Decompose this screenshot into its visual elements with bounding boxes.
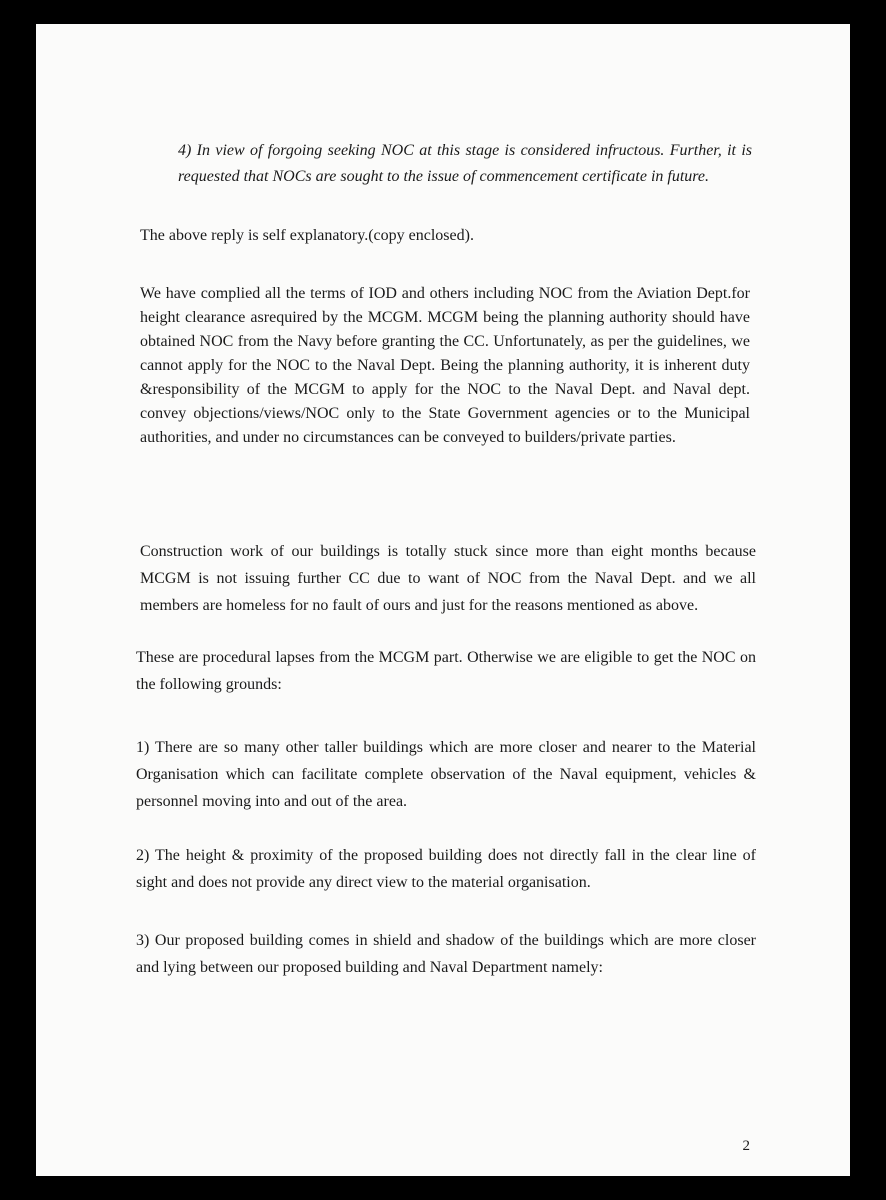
ground-point-2: 2) The height & proximity of the proposed building does not directly fall in the clear line of sight and does not provide any direct view to the material organisation. [136, 847, 756, 891]
ground-point-1: 1) There are so many other taller buildings which are more closer and nearer to the Material Organisation which can facilitate complete observation of the Naval equipment, vehicles & personnel moving into and out of the area. [136, 739, 756, 810]
quoted-reply-point-4: 4) In view of forgoing seeking NOC at this stage is considered infructous. Further, it is requested that NOCs are sought to the issue of commencement certificate in future. [178, 142, 752, 185]
page-number: 2 [742, 1138, 750, 1154]
paragraph-procedural-lapses: These are procedural lapses from the MCGM part. Otherwise we are eligible to get the NOC on the following grounds: [136, 649, 756, 693]
ground-point-3: 3) Our proposed building comes in shield and shadow of the buildings which are more closer and lying between our proposed building and Naval Department namely: [136, 932, 756, 976]
paragraph-construction-stuck: Construction work of our buildings is totally stuck since more than eight months because MCGM is not issuing further CC due to want of NOC from the Naval Dept. and we all members are homeless for no fault of ours and just for the reasons mentioned as above. [140, 543, 756, 614]
reply-note: The above reply is self explanatory.(copy enclosed). [140, 227, 474, 244]
document-page [36, 24, 850, 1176]
paragraph-compliance: We have complied all the terms of IOD and others including NOC from the Aviation Dept.for height clearance asrequired by the MCGM. MCGM being the planning authority should have obtained NOC from the Navy before granting the CC. Unfortunately, as per the guidelines, we cannot apply for the NOC to the Naval Dept. Being the planning authority, it is inherent duty &responsibility of the MCGM to apply for the NOC to the Naval Dept. and Naval dept. convey objections/views/NOC only to the State Government agencies or to the Municipal authorities, and under no circumstances can be conveyed to builders/private parties. [140, 285, 750, 446]
